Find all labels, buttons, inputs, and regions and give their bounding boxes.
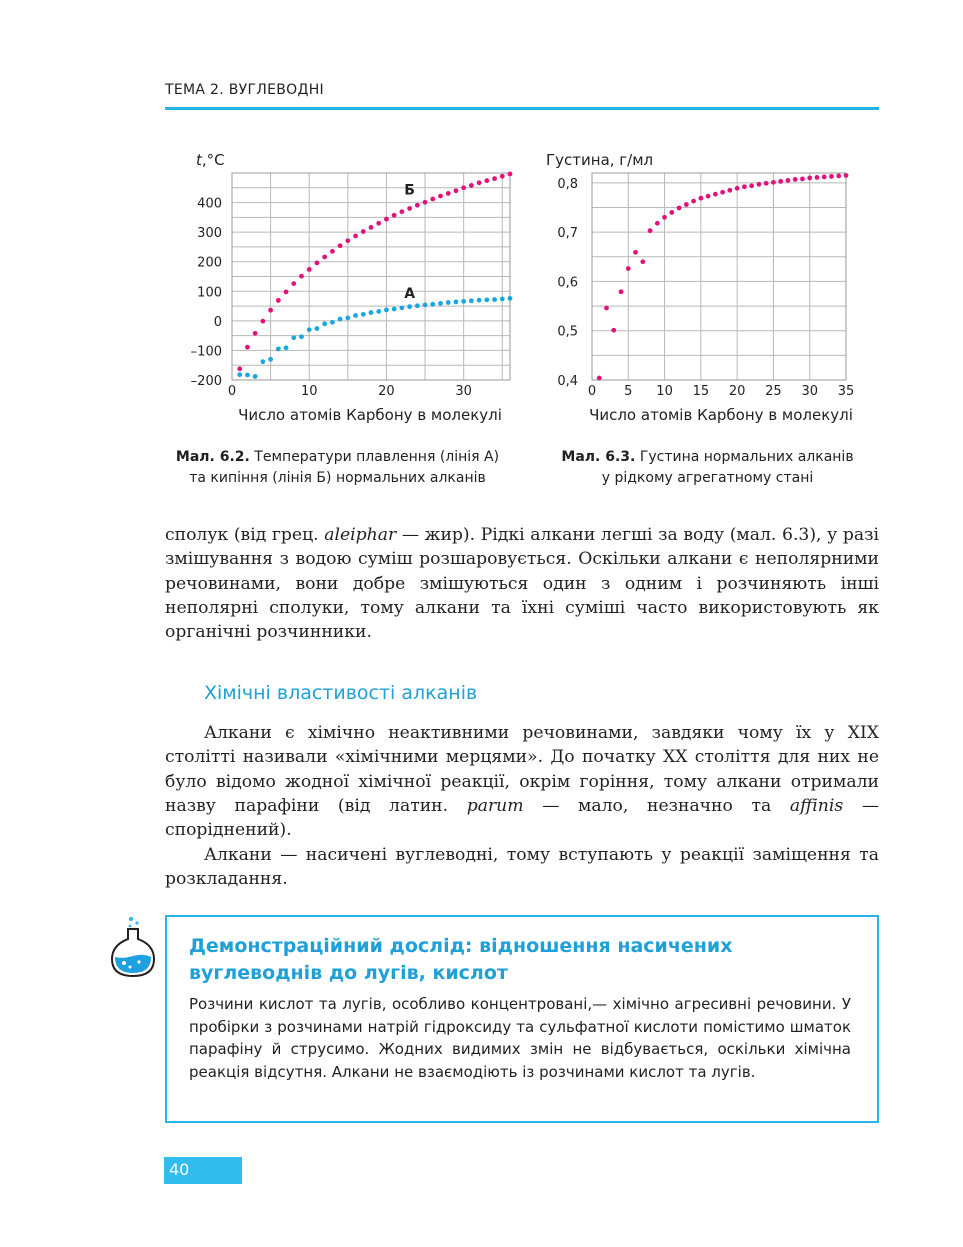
data-point	[844, 173, 849, 178]
data-point	[415, 203, 420, 208]
data-point	[438, 194, 443, 199]
data-point	[307, 267, 312, 272]
data-point	[786, 178, 791, 183]
data-point	[508, 171, 513, 176]
data-point	[260, 359, 265, 364]
y-tick-label: 0	[213, 314, 222, 330]
data-point	[461, 299, 466, 304]
data-point	[322, 321, 327, 326]
x-tick-label: 20	[378, 384, 395, 399]
data-point	[446, 191, 451, 196]
data-point	[315, 260, 320, 265]
paragraph-2-text-1: Алкани є хімічно неактивними речовинами, завдяки чому їх у XIX столітті називали «хімічними мерцями». До початку XX століття для них не було відомо жодної хімічної реакції, окрім горіння, тому алкани отримали назву парафіни (від латин.	[165, 723, 879, 816]
data-point	[691, 199, 696, 204]
data-point	[500, 174, 505, 179]
caption-fig-6-3	[545, 447, 870, 489]
paragraph-2-italic-2: affinis	[789, 795, 844, 816]
data-point	[376, 221, 381, 226]
data-point	[508, 296, 513, 301]
page-header	[165, 80, 879, 110]
data-point	[829, 174, 834, 179]
data-point	[815, 175, 820, 180]
data-point	[461, 185, 466, 190]
data-point	[438, 301, 443, 306]
data-point	[268, 357, 273, 362]
data-point	[484, 178, 489, 183]
data-point	[640, 259, 645, 264]
y-tick-label: 0,8	[557, 176, 578, 192]
data-point	[345, 238, 350, 243]
y-tick-label: 0,4	[557, 374, 578, 389]
data-point	[330, 320, 335, 325]
y-tick-label: –200	[190, 374, 222, 389]
paragraph-1-italic-1: aleiphar	[324, 525, 397, 545]
caption-fig-6-3-line2: у рідкому агрегатному стані	[601, 470, 814, 486]
data-point	[626, 266, 631, 271]
data-point	[633, 250, 638, 255]
data-point	[384, 217, 389, 222]
y-tick-label: 100	[197, 285, 222, 301]
data-point	[369, 225, 374, 230]
data-point	[749, 183, 754, 188]
paragraph-2-italic-1: parum	[466, 795, 524, 816]
chart-melting-boiling	[180, 145, 520, 430]
paragraph-1-text-2: — жир). Рідкі алкани легші за воду (мал. 6.3), у разі змішування з водою суміш розшаровується. Оскільки алкани є неполярними речовинами, вони добре змішуються один з одним і розчиняють інші неполярні сполуки, тому алкани та їхні суміші часто використовують як органічні розчинники.	[165, 525, 880, 643]
caption-fig-6-3-label: Мал. 6.3.	[561, 449, 636, 465]
chart-melting-boiling-svg	[180, 145, 520, 430]
y-tick-label: 0,5	[557, 324, 578, 340]
flask-icon	[108, 915, 160, 979]
data-point	[469, 183, 474, 188]
data-point	[299, 274, 304, 279]
x-tick-label: 5	[624, 384, 633, 399]
data-point	[284, 345, 289, 350]
data-point	[237, 372, 242, 377]
data-point	[353, 234, 358, 239]
x-tick-label: 30	[455, 384, 472, 399]
y-tick-label: –100	[190, 344, 222, 360]
data-point	[648, 228, 653, 233]
data-point	[237, 366, 242, 371]
data-point	[742, 184, 747, 189]
demo-text: Розчини кислот та лугів, особливо концентровані,— хімічно агресивні речовини. У пробірки з розчинами натрій гідроксиду та сульфатної кислоти помістимо шматок парафіну й струсимо. Жодних видимих змін не відбувається, оскільки хімічна реакція відсутня. Алкани не взаємодіють із розчинами кислот та лугів.	[189, 995, 851, 1081]
demo-title-line1: Демонстраційний дослід: відношення насичених	[189, 935, 733, 957]
data-point	[800, 177, 805, 182]
data-point	[423, 302, 428, 307]
paragraph-2-text-3: — споріднений).	[165, 795, 880, 841]
chart-density-svg	[540, 145, 860, 430]
data-point	[407, 206, 412, 211]
data-point	[430, 197, 435, 202]
data-point	[392, 213, 397, 218]
x-tick-label: 10	[300, 384, 318, 399]
data-point	[392, 307, 397, 312]
data-point	[260, 319, 265, 324]
data-point	[330, 249, 335, 254]
data-point	[315, 326, 320, 331]
paragraph-1	[165, 523, 879, 644]
data-point	[268, 308, 273, 313]
data-point	[477, 180, 482, 185]
data-point	[454, 188, 459, 193]
data-point	[684, 202, 689, 207]
demo-title-line2: вуглеводнів до лугів, кислот	[189, 962, 508, 984]
y-tick-label: 300	[197, 226, 222, 242]
paragraph-2-text-2: — мало, незначно та	[523, 795, 790, 816]
data-point	[415, 303, 420, 308]
paragraph-2	[165, 721, 879, 842]
data-point	[778, 179, 783, 184]
data-point	[604, 306, 609, 311]
data-point	[322, 255, 327, 260]
data-point	[399, 209, 404, 214]
data-point	[291, 335, 296, 340]
page-number-badge	[164, 1157, 242, 1184]
data-point	[597, 376, 602, 381]
demo-experiment-box	[165, 915, 879, 1123]
data-point	[735, 186, 740, 191]
data-point	[677, 206, 682, 211]
data-point	[757, 182, 762, 187]
series-label-a: А	[404, 285, 416, 302]
section-title: Хімічні властивості алканів	[204, 682, 478, 704]
data-point	[822, 175, 827, 180]
demo-title	[189, 933, 789, 987]
data-point	[662, 215, 667, 220]
data-point	[245, 373, 250, 378]
header-title: ТЕМА 2. ВУГЛЕВОДНІ	[165, 82, 324, 98]
y-axis-label: Густина, г/мл	[546, 151, 654, 169]
data-point	[446, 300, 451, 305]
series-label-b: Б	[404, 182, 415, 199]
data-point	[611, 328, 616, 333]
data-point	[245, 345, 250, 350]
data-point	[454, 300, 459, 305]
data-point	[353, 313, 358, 318]
caption-fig-6-2-label: Мал. 6.2.	[175, 449, 250, 465]
data-point	[469, 298, 474, 303]
x-tick-label: 0	[227, 384, 237, 399]
data-point	[793, 177, 798, 182]
y-tick-label: 0,7	[557, 226, 578, 242]
plot-frame	[592, 173, 846, 380]
x-tick-label: 35	[837, 384, 855, 399]
data-point	[384, 308, 389, 313]
data-point	[807, 176, 812, 181]
data-point	[698, 196, 703, 201]
data-point	[720, 190, 725, 195]
y-tick-label: 0,6	[557, 275, 578, 291]
data-point	[484, 297, 489, 302]
data-point	[299, 334, 304, 339]
x-tick-label: 25	[765, 384, 782, 399]
data-point	[338, 317, 343, 322]
data-point	[361, 312, 366, 317]
x-tick-label: 10	[656, 384, 673, 399]
data-point	[423, 200, 428, 205]
data-point	[407, 304, 412, 309]
data-point	[764, 181, 769, 186]
data-point	[361, 229, 366, 234]
y-tick-label: 400	[197, 196, 222, 212]
data-point	[619, 289, 624, 294]
data-point	[291, 281, 296, 286]
page-number: 40	[169, 1160, 190, 1179]
data-point	[727, 188, 732, 193]
x-axis-label: Число атомів Карбону в молекулі	[589, 406, 853, 424]
caption-fig-6-2-line2: та кипіння (лінія Б) нормальних алканів	[189, 470, 486, 486]
chart-density	[540, 145, 860, 430]
data-point	[338, 243, 343, 248]
x-tick-label: 30	[801, 384, 818, 399]
paragraph-3-text: Алкани — насичені вуглеводні, тому вступають у реакції заміщення та розкладання.	[165, 845, 879, 890]
y-axis-label	[196, 151, 225, 169]
data-point	[771, 180, 776, 185]
data-point	[655, 221, 660, 226]
x-axis-label: Число атомів Карбону в молекулі	[238, 406, 502, 424]
data-point	[836, 174, 841, 179]
data-point	[369, 310, 374, 315]
caption-fig-6-2-line1: Температури плавлення (лінія А)	[249, 449, 500, 465]
paragraph-1-text-1: сполук (від грец.	[165, 525, 325, 545]
data-point	[713, 192, 718, 197]
data-point	[276, 298, 281, 303]
data-point	[253, 331, 258, 336]
data-point	[706, 194, 711, 199]
paragraph-3	[165, 843, 879, 892]
data-point	[477, 298, 482, 303]
data-point	[284, 289, 289, 294]
data-point	[430, 302, 435, 307]
y-tick-label: 200	[197, 255, 222, 271]
data-point	[253, 374, 258, 379]
y-axis-label-unit: ,°C	[201, 151, 225, 169]
data-point	[492, 297, 497, 302]
data-point	[669, 210, 674, 215]
data-point	[276, 347, 281, 352]
y-axis-label-t: t	[196, 151, 202, 169]
data-point	[500, 297, 505, 302]
caption-fig-6-3-line1: Густина нормальних алканів	[635, 449, 854, 465]
x-tick-label: 15	[692, 384, 710, 399]
data-point	[399, 305, 404, 310]
data-point	[307, 327, 312, 332]
data-point	[492, 176, 497, 181]
x-tick-label: 0	[587, 384, 597, 399]
data-point	[345, 316, 350, 321]
data-point	[376, 309, 381, 314]
caption-fig-6-2	[160, 447, 515, 489]
x-tick-label: 20	[728, 384, 746, 399]
